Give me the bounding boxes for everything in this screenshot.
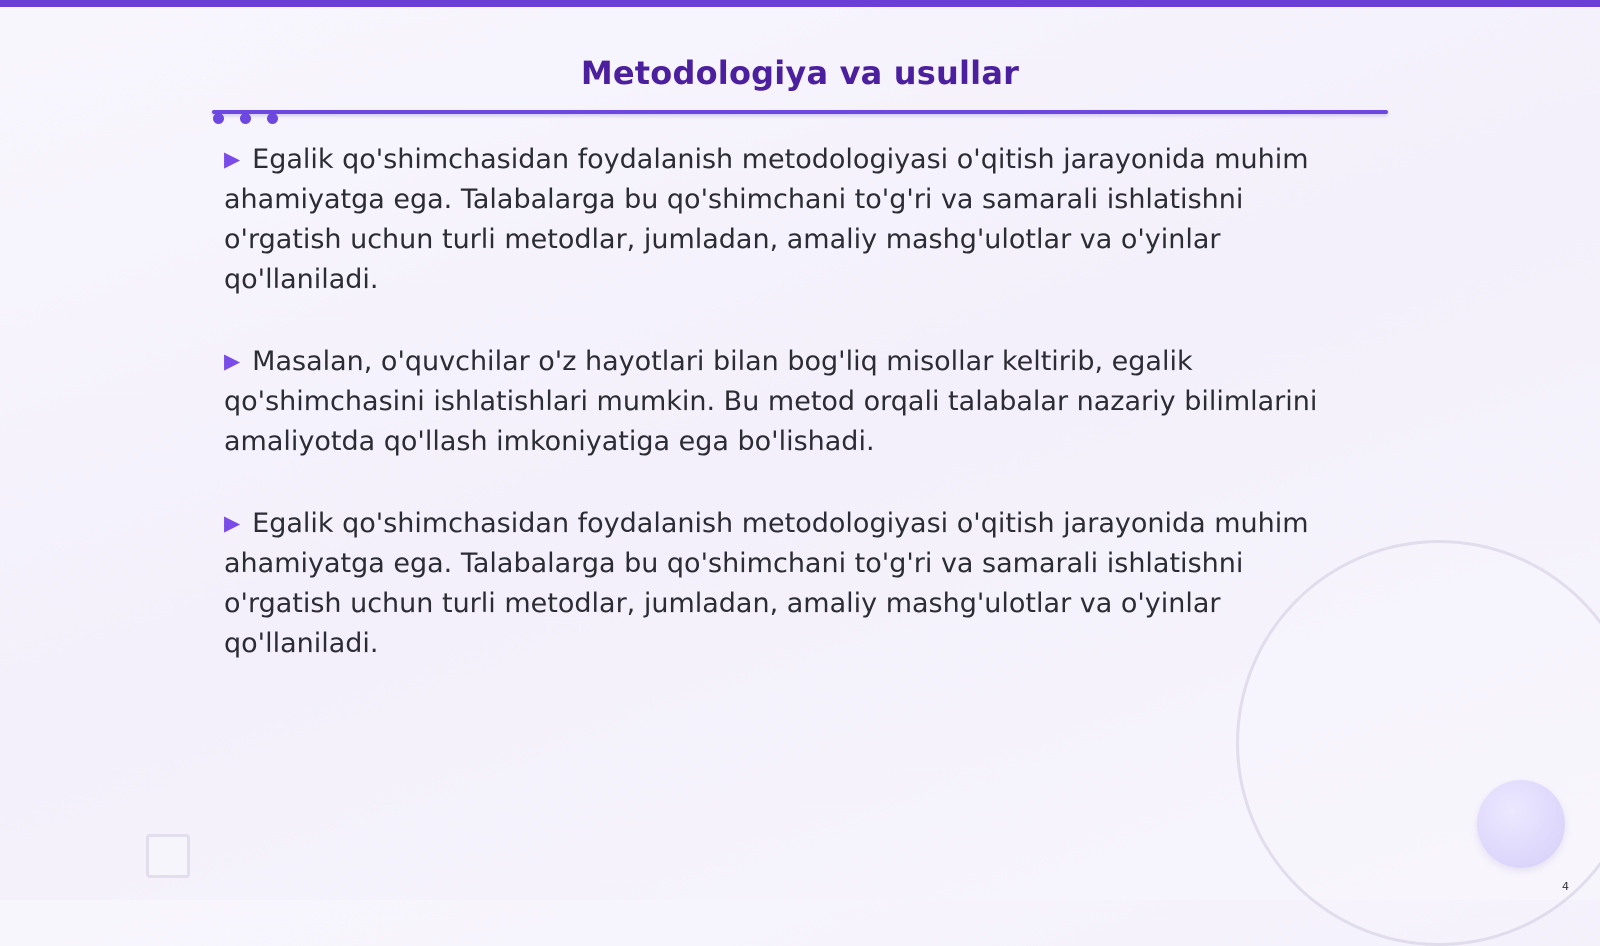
top-accent-bar <box>0 0 1600 7</box>
triangle-bullet-icon: ▶ <box>224 349 241 373</box>
title-underline <box>212 110 1388 114</box>
decorative-square <box>146 834 190 878</box>
decorative-dots <box>213 113 278 124</box>
triangle-bullet-icon: ▶ <box>224 511 241 535</box>
decorative-circle <box>1477 780 1565 868</box>
bullet-paragraph-2 <box>224 341 1364 462</box>
bullet-paragraph-3 <box>224 503 1364 664</box>
paragraph-text: Masalan, o'quvchilar o'z hayotlari bilan bog'liq misollar keltirib, egalik qo'shimchasini ishlatishlari mumkin. Bu metod orqali talabalar nazariy bilimlarini amaliyotda qo'llash imkoniyatiga ega bo'lishadi. <box>224 346 1318 457</box>
dot-icon <box>267 113 278 124</box>
paragraph-text: Egalik qo'shimchasidan foydalanish metodologiyasi o'qitish jarayonida muhim ahamiyatga ega. Talabalarga bu qo'shimchani to'g'ri va samarali ishlatishni o'rgatish uchun turli metodlar, jumladan, amaliy mashg'ulotlar va o'yinlar qo'llaniladi. <box>224 508 1309 659</box>
dot-icon <box>240 113 251 124</box>
triangle-bullet-icon: ▶ <box>224 147 241 171</box>
paragraph-text: Egalik qo'shimchasidan foydalanish metodologiyasi o'qitish jarayonida muhim ahamiyatga ega. Talabalarga bu qo'shimchani to'g'ri va samarali ishlatishni o'rgatish uchun turli metodlar, jumladan, amaliy mashg'ulotlar va o'yinlar qo'llaniladi. <box>224 144 1309 295</box>
dot-icon <box>213 113 224 124</box>
bullet-paragraph-1 <box>224 139 1364 300</box>
slide-title: Metodologiya va usullar <box>580 54 1020 92</box>
slide-body <box>224 139 1364 705</box>
page-number: 4 <box>1562 880 1569 893</box>
